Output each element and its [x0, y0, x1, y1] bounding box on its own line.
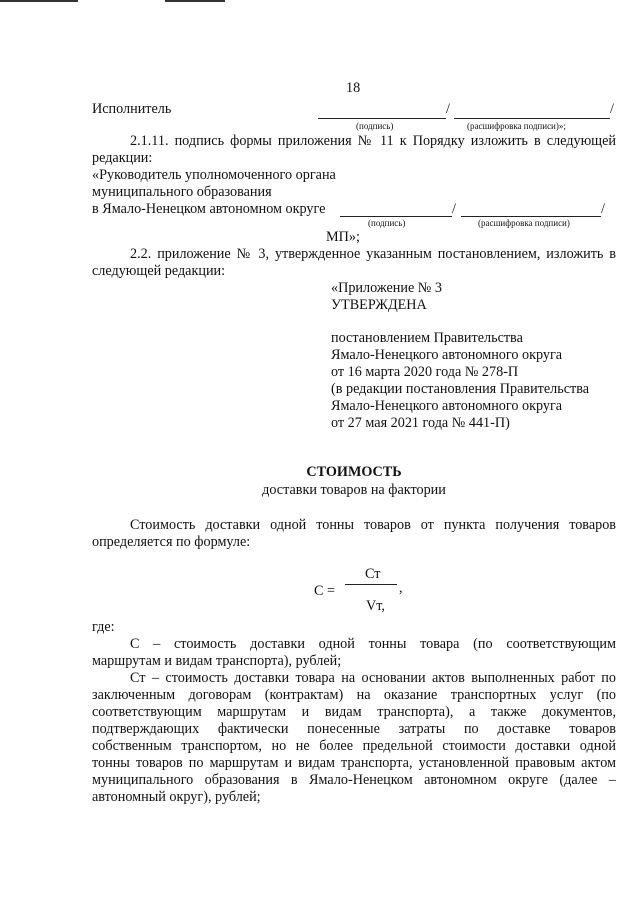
formula-comma: , — [399, 580, 403, 596]
head-signature-separator: / — [452, 201, 456, 217]
definition-c-line2: маршрутам и видам транспорта), рублей; — [92, 653, 342, 669]
definition-c-line1: С – стоимость доставки одной тонны товара (по соответствующим — [130, 636, 616, 652]
para-2-2-line1: 2.2. приложение № 3, утвержденное указанным постановлением, изложить в — [130, 246, 616, 262]
appendix-approved: УТВЕРЖДЕНА — [331, 297, 427, 313]
head-caption-decryption: (расшифровка подписи) — [478, 218, 570, 228]
appendix-line3: постановлением Правительства — [331, 330, 523, 346]
document-title: СТОИМОСТЬ — [306, 464, 402, 480]
appendix-line4: Ямало-Ненецкого автономного округа — [331, 347, 563, 363]
head-signature-end: / — [601, 201, 605, 217]
appendix-line8: от 27 мая 2021 года № 441-П) — [331, 415, 510, 431]
definition-ct-line3: соответствующим маршрутам и видам транспорта), а также документов, — [92, 704, 616, 720]
definition-ct-line2: заключенным договорам (контрактам) на оказание транспортных услуг (по — [92, 687, 616, 703]
formula-denominator: Vт, — [366, 598, 385, 614]
definition-ct-line5: собственным транспортом, но не более предельной стоимости доставки одной — [92, 738, 616, 754]
scan-artifact — [0, 0, 78, 2]
head-signature-line1: «Руководитель уполномоченного органа — [92, 167, 336, 183]
formula-lhs: С = — [314, 583, 336, 599]
appendix-line1: «Приложение № 3 — [331, 280, 442, 296]
para-2-1-11-line2: редакции: — [92, 150, 153, 166]
appendix-line6: (в редакции постановления Правительства — [331, 381, 590, 397]
appendix-line7: Ямало-Ненецкого автономного округа — [331, 398, 563, 414]
intro-line2: определяется по формуле: — [92, 534, 251, 550]
executor-separator: / — [446, 101, 450, 117]
document-subtitle: доставки товаров на фактории — [262, 482, 446, 498]
page-number: 18 — [346, 80, 361, 96]
definition-ct-line6: тонны товаров по маршрутам и видам транспорта, установленной правовым актом — [92, 755, 616, 771]
stamp-placeholder: МП»; — [326, 229, 360, 245]
head-signature-line — [340, 216, 452, 217]
where-label: где: — [92, 619, 115, 635]
definition-ct-line7: муниципального образования в Ямало-Ненецком автономном округе (далее – — [92, 772, 616, 788]
head-decryption-line — [461, 216, 601, 217]
executor-decryption-line — [454, 118, 610, 119]
executor-caption-decryption: (расшифровка подписи)»; — [467, 121, 566, 131]
head-caption-signature: (подпись) — [368, 218, 406, 228]
appendix-line5: от 16 марта 2020 года № 278-П — [331, 364, 519, 380]
head-signature-line2: муниципального образования — [92, 184, 272, 200]
scan-artifact — [165, 0, 225, 2]
definition-ct-line4: подтверждающих фактически понесенные затраты по доставке товаров — [92, 721, 616, 737]
formula-numerator: Ст — [365, 566, 381, 582]
intro-line1: Стоимость доставки одной тонны товаров от пункта получения товаров — [130, 517, 616, 533]
head-signature-line3: в Ямало-Ненецком автономном округе — [92, 201, 326, 217]
executor-signature-line — [318, 118, 446, 119]
para-2-2-line2: следующей редакции: — [92, 263, 226, 279]
executor-label: Исполнитель — [92, 101, 172, 117]
formula-fraction-bar — [345, 584, 397, 585]
definition-ct-line8: автономный округ), рублей; — [92, 789, 261, 805]
para-2-1-11-line1: 2.1.11. подпись формы приложения № 11 к Порядку изложить в следующей — [130, 133, 616, 149]
executor-caption-signature: (подпись) — [356, 121, 394, 131]
executor-end: / — [610, 101, 614, 117]
definition-ct-line1: Ст – стоимость доставки товара на основании актов выполненных работ по — [130, 670, 616, 686]
